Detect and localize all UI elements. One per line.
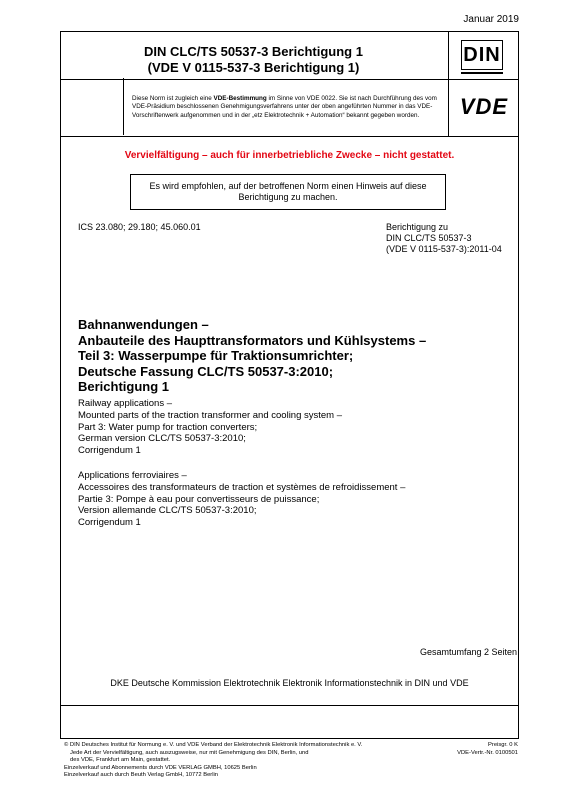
divider-note-left — [123, 78, 124, 135]
title-line-1: DIN CLC/TS 50537-3 Berichtigung 1 — [144, 44, 363, 59]
ics-codes: ICS 23.080; 29.180; 45.060.01 — [78, 222, 201, 232]
dke-line: DKE Deutsche Kommission Elektrotechnik Elektronik Informationstechnik in DIN und VDE — [110, 678, 469, 688]
divider-vde-note — [61, 136, 518, 137]
divider-dke — [61, 705, 518, 706]
vde-note: Diese Norm ist zugleich eine VDE-Bestimmung im Sinne von VDE 0022. Sie ist nach Durchführung des vom VDE-Präsidium beschlossenen Genehmigungsverfahrens unter der oben angeführten Nummer in das VDE-Vorschriftenwerk aufgenommen und in der „etz Elektrotechnik + Automation“ bekannt gegeben worden. — [132, 95, 437, 119]
document-title — [60, 44, 447, 76]
copyright-notice: © DIN Deutsches Institut für Normung e. V. und VDE Verband der Elektrotechnik Elektronik Informationstechnik e. V. Jede Art der Vervielfältigung, auch auszugsweise, nur mit Genehmigung des DIN, Berlin, und des VDE, Frankfurt am Main, gestattet. Einzelverkauf und Abonnements durch VDE VERLAG GMBH, 10625 Berlin Einzelverkauf auch durch Beuth Verlag GmbH, 10772 Berlin — [64, 742, 363, 779]
advice-text: Es wird empfohlen, auf der betroffenen Norm einen Hinweis auf diese Berichtigung zu machen. — [149, 181, 427, 202]
din-logo — [457, 39, 507, 79]
din-logo-text: DIN — [463, 44, 501, 66]
divider-logo-column — [448, 32, 449, 136]
reproduction-warning: Vervielfältigung – auch für innerbetriebliche Zwecke – nicht gestattet. — [124, 150, 455, 161]
correction-reference: Berichtigung zu DIN CLC/TS 50537-3 (VDE V 0115-537-3):2011-04 — [386, 222, 502, 254]
price-group: Preisgr. 0 K VDE-Vertr.-Nr. 0100501 — [457, 742, 518, 756]
vde-logo: VDE — [459, 94, 509, 119]
divider-title — [61, 79, 518, 80]
total-pages: Gesamtumfang 2 Seiten — [419, 647, 517, 657]
vde-note-bold: VDE-Bestimmung — [213, 95, 267, 102]
advice-box — [130, 174, 446, 210]
title-english: Railway applications – Mounted parts of the traction transformer and cooling system – Part 3: Water pump for traction converters; German version CLC/TS 50537-3:2010; Corrigendum 1 — [78, 398, 343, 457]
title-line-2: (VDE V 0115-537-3 Berichtigung 1) — [147, 60, 360, 75]
title-german: Bahnanwendungen – Anbauteile des Haupttransformators und Kühlsystems – Teil 3: Wasserpumpe für Traktionsumrichter; Deutsche Fassung CLC/TS 50537-3:2010; Berichtigung 1 — [78, 317, 427, 394]
title-french: Applications ferroviaires – Accessoires des transformateurs de traction et systèmes de refroidissement – Partie 3: Pompe à eau pour convertisseurs de puissance; Version allemande CLC/TS 50537-3:2010; Corrigendum 1 — [78, 470, 406, 529]
issue-date: Januar 2019 — [463, 14, 519, 25]
